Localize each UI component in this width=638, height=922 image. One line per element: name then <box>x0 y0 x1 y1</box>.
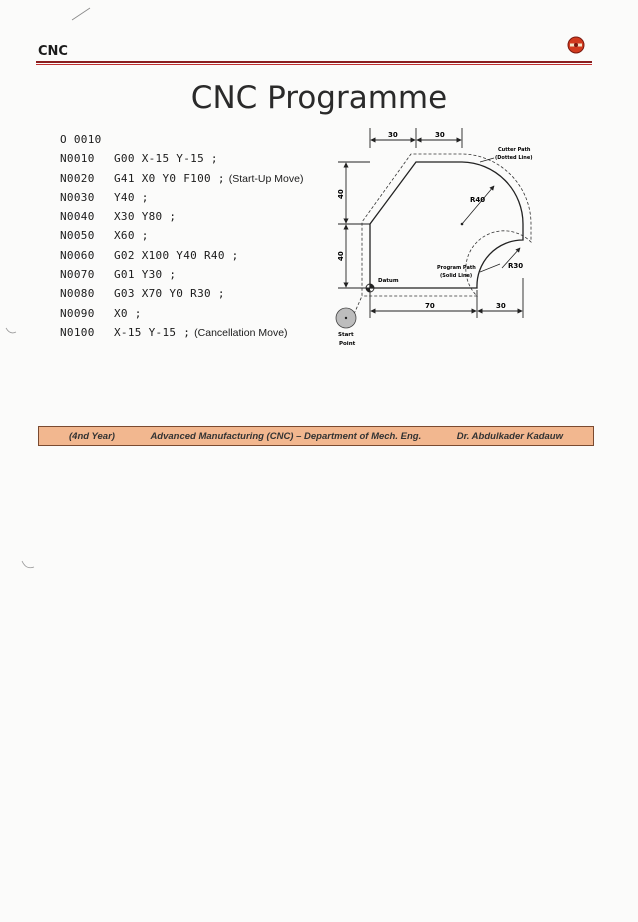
radius-r40-label: R40 <box>470 196 486 204</box>
program-line <box>60 246 350 265</box>
tool-path-diagram <box>322 118 552 358</box>
dim-bottom-right-label: 30 <box>496 302 506 310</box>
footer-author: Dr. Abdulkader Kadauw <box>456 430 563 442</box>
block-number: N0080 <box>60 287 95 301</box>
cutter-path-label: Cutter Path <box>498 147 531 153</box>
block-code: G02 X100 Y40 R40 ; <box>114 248 239 262</box>
block-code: Y40 ; <box>114 190 149 204</box>
dim-top-left-label: 30 <box>388 131 398 139</box>
block-comment: (Cancellation Move) <box>194 326 288 339</box>
dim-left-lower-label: 40 <box>337 251 345 261</box>
cnc-program-listing <box>60 130 350 342</box>
dimension-left <box>338 162 370 288</box>
block-code: G03 X70 Y0 R30 ; <box>114 287 225 301</box>
block-number: N0040 <box>60 210 95 224</box>
header-rule-thin <box>36 64 592 65</box>
arc-center-r40 <box>461 223 464 226</box>
scan-mark <box>20 558 36 572</box>
block-number: N0050 <box>60 229 95 243</box>
program-line <box>60 207 350 226</box>
footer-year: (4nd Year) <box>69 430 115 442</box>
program-path-sublabel: (Solid Line) <box>440 273 473 279</box>
block-code: X0 ; <box>114 306 142 320</box>
block-number: N0100 <box>60 325 95 339</box>
scan-mark <box>4 324 18 338</box>
program-path-label: Program Path <box>437 265 476 271</box>
dim-left-upper-label: 40 <box>337 189 345 199</box>
datum-label: Datum <box>378 278 399 284</box>
block-number: N0010 <box>60 152 95 166</box>
start-point-label: Start <box>338 332 354 338</box>
block-code: G00 X-15 Y-15 ; <box>114 152 218 166</box>
program-line <box>60 188 350 207</box>
dimension-top <box>370 128 462 148</box>
block-code: G01 Y30 ; <box>114 268 177 282</box>
start-point-sublabel: Point <box>339 341 356 347</box>
program-line <box>60 265 350 284</box>
dim-top-right-label: 30 <box>435 131 445 139</box>
cutter-path-pointer <box>480 158 494 162</box>
start-point-symbol <box>336 308 356 328</box>
block-code: X30 Y80 ; <box>114 210 177 224</box>
university-logo-icon <box>567 36 585 54</box>
cutter-path <box>354 154 531 314</box>
block-code: X60 ; <box>114 229 149 243</box>
block-code: X-15 Y-15 ; <box>114 325 191 339</box>
footer-course: Advanced Manufacturing (CNC) – Department of Mech. Eng. <box>150 430 422 442</box>
datum-symbol <box>366 284 374 292</box>
block-number: N0090 <box>60 306 95 320</box>
page-title: CNC Programme <box>190 80 448 116</box>
block-comment: (Start-Up Move) <box>228 172 304 185</box>
program-line <box>60 323 350 342</box>
cutter-path-sublabel: (Dotted Line) <box>495 155 533 161</box>
dimension-bottom <box>370 278 523 318</box>
block-number: N0030 <box>60 190 95 204</box>
block-number: N0070 <box>60 268 95 282</box>
program-line <box>60 284 350 303</box>
program-line <box>60 149 350 168</box>
program-line <box>60 304 350 323</box>
block-number: N0020 <box>60 171 95 185</box>
program-number <box>60 130 350 149</box>
dim-bottom-left-label: 70 <box>425 302 435 310</box>
radius-r40-leader <box>462 186 494 224</box>
scan-mark <box>70 6 92 22</box>
header-rule <box>36 61 592 63</box>
program-line <box>60 169 350 188</box>
program-number-text: O 0010 <box>60 133 102 146</box>
radius-r30-label: R30 <box>508 262 524 270</box>
header-label: CNC <box>38 44 68 59</box>
block-code: G41 X0 Y0 F100 ; <box>114 171 225 185</box>
program-path-pointer <box>480 264 500 272</box>
program-line <box>60 226 350 245</box>
block-number: N0060 <box>60 248 95 262</box>
footer-bar <box>38 426 594 446</box>
